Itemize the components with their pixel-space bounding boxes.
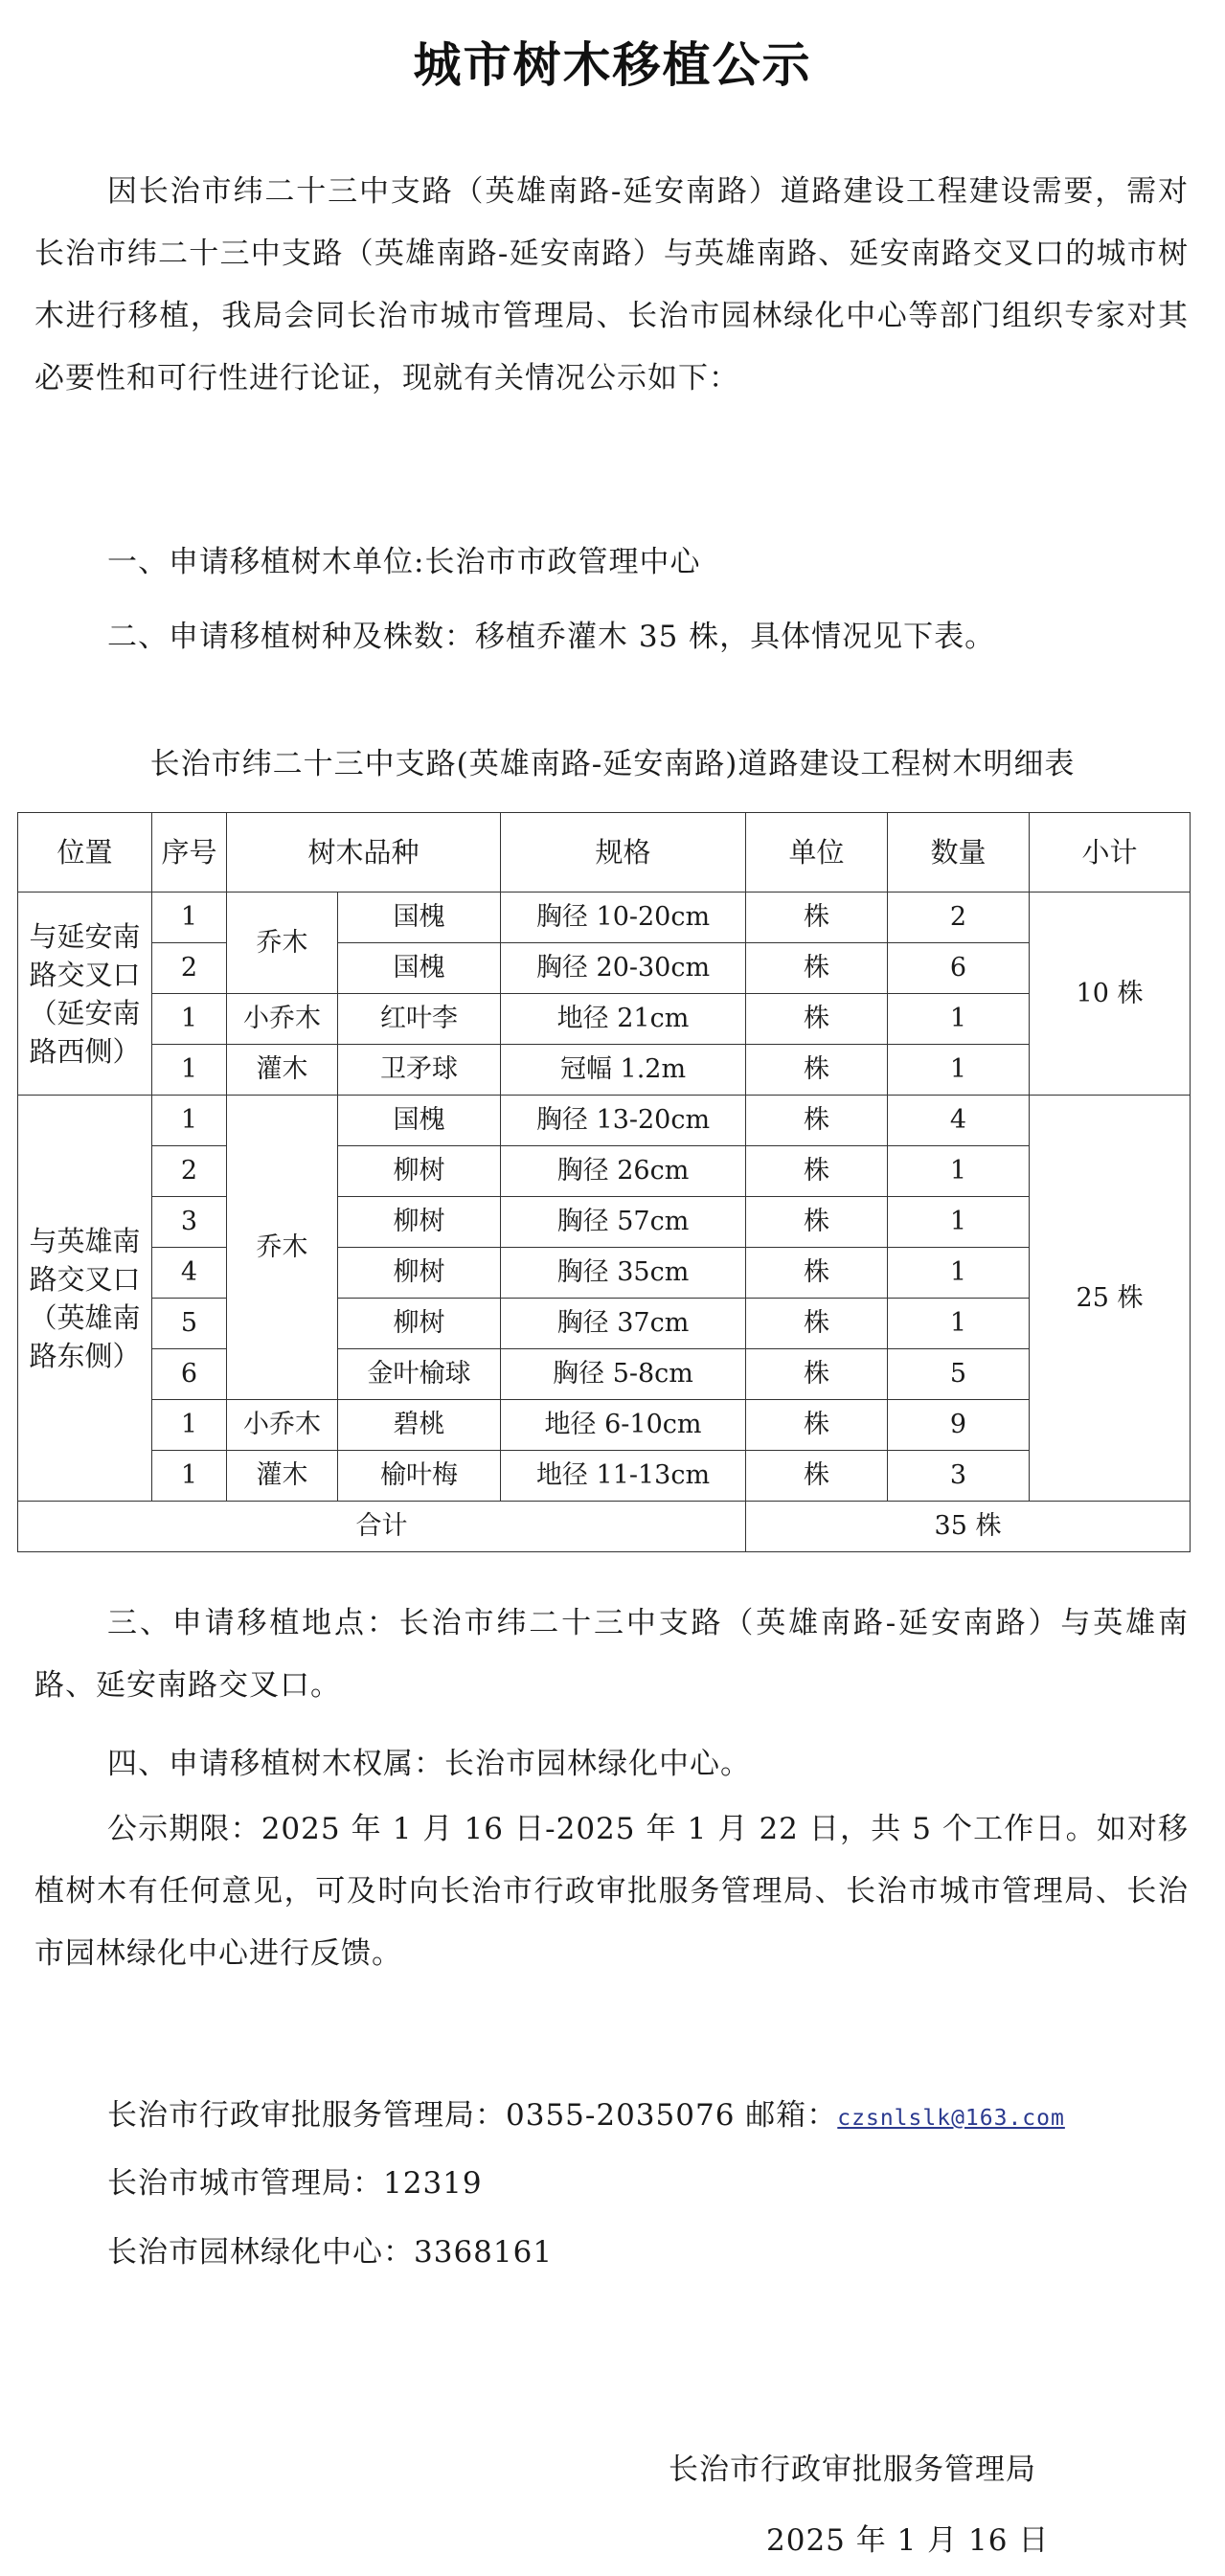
table-row	[18, 943, 1191, 994]
location-cell: 与延安南路交叉口（延安南路西侧）	[18, 893, 152, 1096]
spec-cell: 胸径 5-8cm	[501, 1349, 746, 1400]
intro-paragraph: 因长治市纬二十三中支路（英雄南路-延安南路）道路建设工程建设需要，需对长治市纬二十三中支路（英雄南路-延安南路）与英雄南路、延安南路交叉口的城市树木进行移植，我局会同长治市城市管理局、长治市园林绿化中心等部门组织专家对其必要性和可行性进行论证，现就有关情况公示如下：	[34, 174, 1189, 395]
table-row	[18, 1146, 1191, 1197]
location-cell: 与英雄南路交叉口（英雄南路东侧）	[18, 1096, 152, 1502]
unit-cell: 株	[746, 1349, 888, 1400]
spec-cell: 地径 11-13cm	[501, 1451, 746, 1502]
qty-cell: 9	[888, 1400, 1030, 1451]
seq-cell: 1	[152, 1096, 227, 1146]
spec-cell: 地径 6-10cm	[501, 1400, 746, 1451]
species-cell: 柳树	[338, 1299, 501, 1349]
qty-cell: 1	[888, 1299, 1030, 1349]
header-spec: 规格	[501, 813, 746, 893]
species-cell: 榆叶梅	[338, 1451, 501, 1502]
seq-cell: 1	[152, 1451, 227, 1502]
spec-cell: 胸径 10-20cm	[501, 893, 746, 943]
table-row	[18, 893, 1191, 943]
seq-cell: 5	[152, 1299, 227, 1349]
page-title: 城市树木移植公示	[413, 37, 812, 93]
item-applicant: 一、申请移植树木单位:长治市市政管理中心	[107, 545, 701, 579]
spec-cell: 地径 21cm	[501, 994, 746, 1045]
contact-email-link[interactable]: czsnlslk@163.com	[837, 2106, 1065, 2131]
spec-cell: 胸径 20-30cm	[501, 943, 746, 994]
qty-cell: 1	[888, 1146, 1030, 1197]
subtotal-cell: 25 株	[1030, 1096, 1191, 1502]
category-cell: 小乔木	[227, 1400, 338, 1451]
unit-cell: 株	[746, 994, 888, 1045]
seq-cell: 2	[152, 1146, 227, 1197]
item-location: 三、申请移植地点：长治市纬二十三中支路（英雄南路-延安南路）与英雄南路、延安南路交叉口。	[34, 1606, 1189, 1703]
table-row	[18, 1451, 1191, 1502]
spec-cell: 胸径 57cm	[501, 1197, 746, 1248]
qty-cell: 1	[888, 1045, 1030, 1096]
species-cell: 红叶李	[338, 994, 501, 1045]
table-row	[18, 1299, 1191, 1349]
category-cell: 灌木	[227, 1451, 338, 1502]
header-seq: 序号	[152, 813, 227, 893]
seq-cell: 1	[152, 1045, 227, 1096]
category-cell: 乔木	[227, 893, 338, 994]
unit-cell: 株	[746, 1299, 888, 1349]
spec-cell: 胸径 13-20cm	[501, 1096, 746, 1146]
qty-cell: 6	[888, 943, 1030, 994]
table-row	[18, 994, 1191, 1045]
unit-cell: 株	[746, 1451, 888, 1502]
signature-date: 2025 年 1 月 16 日	[766, 2523, 1050, 2558]
seq-cell: 1	[152, 893, 227, 943]
seq-cell: 2	[152, 943, 227, 994]
header-species: 树木品种	[227, 813, 501, 893]
table-row	[18, 1096, 1191, 1146]
unit-cell: 株	[746, 943, 888, 994]
seq-cell: 1	[152, 994, 227, 1045]
unit-cell: 株	[746, 1146, 888, 1197]
species-cell: 国槐	[338, 1096, 501, 1146]
header-qty: 数量	[888, 813, 1030, 893]
unit-cell: 株	[746, 1096, 888, 1146]
total-value: 35 株	[746, 1502, 1191, 1552]
table-row	[18, 1248, 1191, 1299]
header-unit: 单位	[746, 813, 888, 893]
qty-cell: 5	[888, 1349, 1030, 1400]
unit-cell: 株	[746, 1045, 888, 1096]
table-row	[18, 1197, 1191, 1248]
spec-cell: 冠幅 1.2m	[501, 1045, 746, 1096]
notice-period-paragraph: 公示期限：2025 年 1 月 16 日-2025 年 1 月 22 日，共 5 个工作日。如对移植树木有任何意见，可及时向长治市行政审批服务管理局、长治市城市管理局、长治市园林绿化中心进行反馈。	[34, 1812, 1189, 1971]
contact-approval-bureau	[107, 2096, 1065, 2137]
unit-cell: 株	[746, 1248, 888, 1299]
unit-cell: 株	[746, 893, 888, 943]
table-row	[18, 1349, 1191, 1400]
seq-cell: 6	[152, 1349, 227, 1400]
category-cell: 灌木	[227, 1045, 338, 1096]
seq-cell: 1	[152, 1400, 227, 1451]
qty-cell: 2	[888, 893, 1030, 943]
header-subtotal: 小计	[1030, 813, 1191, 893]
item-ownership: 四、申请移植树木权属：长治市园林绿化中心。	[107, 1747, 751, 1781]
item-species-count: 二、申请移植树种及株数：移植乔灌木 35 株，具体情况见下表。	[107, 620, 996, 654]
subtotal-cell: 10 株	[1030, 893, 1191, 1096]
table-row	[18, 1045, 1191, 1096]
species-cell: 国槐	[338, 943, 501, 994]
species-cell: 柳树	[338, 1146, 501, 1197]
seq-cell: 3	[152, 1197, 227, 1248]
species-cell: 柳树	[338, 1248, 501, 1299]
spec-cell: 胸径 35cm	[501, 1248, 746, 1299]
contact-approval-bureau-text: 长治市行政审批服务管理局：0355-2035076 邮箱：	[107, 2098, 838, 2133]
category-cell: 小乔木	[227, 994, 338, 1045]
unit-cell: 株	[746, 1197, 888, 1248]
species-cell: 金叶榆球	[338, 1349, 501, 1400]
tree-detail-table	[17, 812, 1191, 1552]
category-cell: 乔木	[227, 1096, 338, 1400]
seq-cell: 4	[152, 1248, 227, 1299]
qty-cell: 1	[888, 1248, 1030, 1299]
table-total-row	[18, 1502, 1191, 1552]
species-cell: 卫矛球	[338, 1045, 501, 1096]
qty-cell: 1	[888, 994, 1030, 1045]
unit-cell: 株	[746, 1400, 888, 1451]
table-row	[18, 1400, 1191, 1451]
header-location: 位置	[18, 813, 152, 893]
signature-org: 长治市行政审批服务管理局	[669, 2452, 1036, 2487]
spec-cell: 胸径 37cm	[501, 1299, 746, 1349]
table-header-row	[18, 813, 1191, 893]
total-label: 合计	[18, 1502, 746, 1552]
contact-landscape-center: 长治市园林绿化中心：3368161	[107, 2235, 554, 2270]
spec-cell: 胸径 26cm	[501, 1146, 746, 1197]
species-cell: 国槐	[338, 893, 501, 943]
table-caption: 长治市纬二十三中支路(英雄南路-延安南路)道路建设工程树木明细表	[149, 747, 1076, 781]
species-cell: 碧桃	[338, 1400, 501, 1451]
contact-city-management: 长治市城市管理局：12319	[107, 2166, 483, 2201]
qty-cell: 4	[888, 1096, 1030, 1146]
species-cell: 柳树	[338, 1197, 501, 1248]
qty-cell: 1	[888, 1197, 1030, 1248]
qty-cell: 3	[888, 1451, 1030, 1502]
